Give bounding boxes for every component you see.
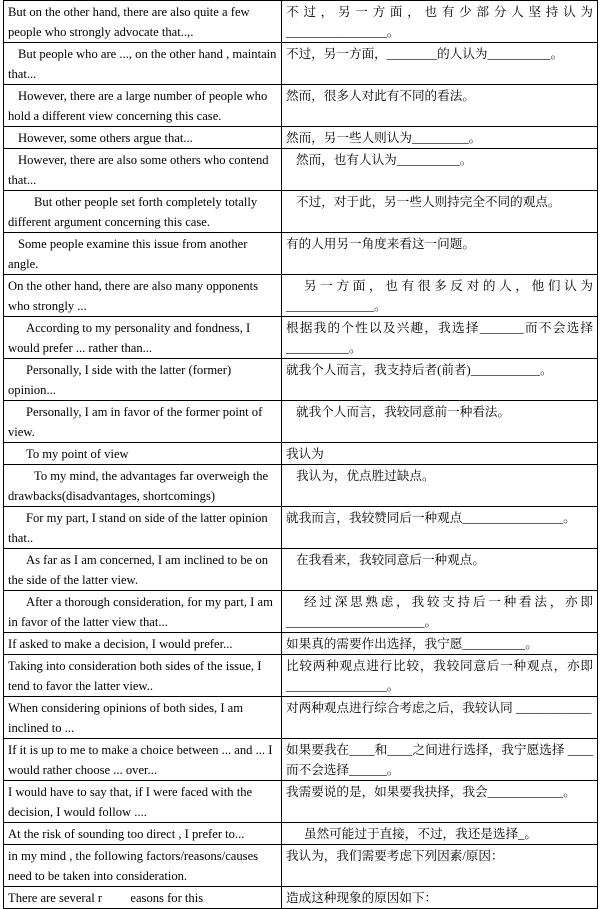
- english-phrase: I would have to say that, if I were faced with the decision, I would follow ....: [4, 781, 282, 823]
- table-row: [4, 317, 598, 359]
- chinese-translation: 不过，对于此，另一些人则持完全不同的观点。: [282, 191, 598, 233]
- table-row: [4, 233, 598, 275]
- chinese-translation: 对两种观点进行综合考虑之后，我较认同 ____________: [282, 697, 598, 739]
- english-phrase: According to my personality and fondness, I would prefer ... rather than...: [4, 317, 282, 359]
- chinese-translation: 根据我的个性以及兴趣，我选择_______而不会选择 __________。: [282, 317, 598, 359]
- table-row: [4, 359, 598, 401]
- chinese-translation: 然而，也有人认为__________。: [282, 149, 598, 191]
- chinese-translation: 就我而言，我较赞同后一种观点________________。: [282, 507, 598, 549]
- table-row: [4, 845, 598, 887]
- chinese-translation: 虽然可能过于直接，不过，我还是选择_。: [282, 823, 598, 845]
- chinese-translation: 有的人用另一角度来看这一问题。: [282, 233, 598, 275]
- chinese-translation: 然而，另一些人则认为_________。: [282, 127, 598, 149]
- table-row: [4, 149, 598, 191]
- english-phrase: If it is up to me to make a choice between ... and ... I would rather choose ... over...: [4, 739, 282, 781]
- chinese-translation: 我认为: [282, 443, 598, 465]
- chinese-translation: 如果真的需要作出选择，我宁愿__________。: [282, 633, 598, 655]
- english-phrase: For my part, I stand on side of the latter opinion that..: [4, 507, 282, 549]
- english-phrase: When considering opinions of both sides, I am inclined to ...: [4, 697, 282, 739]
- table-row: [4, 443, 598, 465]
- chinese-translation: 我认为，优点胜过缺点。: [282, 465, 598, 507]
- table-row: [4, 1, 598, 43]
- table-row: [4, 887, 598, 909]
- english-phrase: But people who are ..., on the other hand , maintain that...: [4, 43, 282, 85]
- english-phrase: However, some others argue that...: [4, 127, 282, 149]
- english-phrase: If asked to make a decision, I would prefer...: [4, 633, 282, 655]
- table-row: [4, 127, 598, 149]
- english-phrase: Taking into consideration both sides of the issue, I tend to favor the latter view..: [4, 655, 282, 697]
- english-phrase: After a thorough consideration, for my part, I am in favor of the latter view that...: [4, 591, 282, 633]
- chinese-translation: 另一方面，也有很多反对的人，他们认为 ______________。: [282, 275, 598, 317]
- chinese-translation: 我认为，我们需要考虑下列因素/原因：: [282, 845, 598, 887]
- english-phrase: On the other hand, there are also many opponents who strongly ...: [4, 275, 282, 317]
- english-phrase: But on the other hand, there are also quite a few people who strongly advocate that..,.: [4, 1, 282, 43]
- chinese-translation: 就我个人而言，我较同意前一种看法。: [282, 401, 598, 443]
- table-row: [4, 275, 598, 317]
- english-phrase: Personally, I side with the latter (former) opinion...: [4, 359, 282, 401]
- chinese-translation: 比较两种观点进行比较，我较同意后一种观点，亦即 ________________。: [282, 655, 598, 697]
- english-phrase: As far as I am concerned, I am inclined to be on the side of the latter view.: [4, 549, 282, 591]
- chinese-translation: 经过深思熟虑，我较支持后一种看法，亦即 ______________________。: [282, 591, 598, 633]
- chinese-translation: 不过，另一方面，也有少部分人坚持认为 ________________。: [282, 1, 598, 43]
- english-phrase: However, there are also some others who contend that...: [4, 149, 282, 191]
- table-row: [4, 191, 598, 233]
- table-row: [4, 401, 598, 443]
- table-row: [4, 823, 598, 845]
- english-phrase: Personally, I am in favor of the former point of view.: [4, 401, 282, 443]
- chinese-translation: 然而，很多人对此有不同的看法。: [282, 85, 598, 127]
- english-phrase: At the risk of sounding too direct , I prefer to...: [4, 823, 282, 845]
- chinese-translation: 造成这种现象的原因如下：: [282, 887, 598, 909]
- table-row: [4, 739, 598, 781]
- chinese-translation: 不过，另一方面，________的人认为__________。: [282, 43, 598, 85]
- english-phrase: in my mind , the following factors/reasons/causes need to be taken into consideration.: [4, 845, 282, 887]
- english-phrase: But other people set forth completely totally different argument concerning this case.: [4, 191, 282, 233]
- phrase-table: [3, 0, 598, 909]
- table-row: [4, 591, 598, 633]
- english-phrase: To my mind, the advantages far overweigh the drawbacks(disadvantages, shortcomings): [4, 465, 282, 507]
- english-phrase: To my point of view: [4, 443, 282, 465]
- table-row: [4, 549, 598, 591]
- table-row: [4, 43, 598, 85]
- chinese-translation: 在我看来，我较同意后一种观点。: [282, 549, 598, 591]
- chinese-translation: 如果要我在____和____之间进行选择，我宁愿选择 ____而不会选择______。: [282, 739, 598, 781]
- table-row: [4, 697, 598, 739]
- table-row: [4, 633, 598, 655]
- english-phrase: Some people examine this issue from another angle.: [4, 233, 282, 275]
- table-row: [4, 85, 598, 127]
- table-row: [4, 655, 598, 697]
- english-phrase: There are several r easons for this: [4, 887, 282, 909]
- english-phrase: However, there are a large number of people who hold a different view concerning this case.: [4, 85, 282, 127]
- table-row: [4, 507, 598, 549]
- table-row: [4, 465, 598, 507]
- chinese-translation: 就我个人而言，我支持后者(前者)___________。: [282, 359, 598, 401]
- table-row: [4, 781, 598, 823]
- chinese-translation: 我需要说的是，如果要我抉择，我会____________。: [282, 781, 598, 823]
